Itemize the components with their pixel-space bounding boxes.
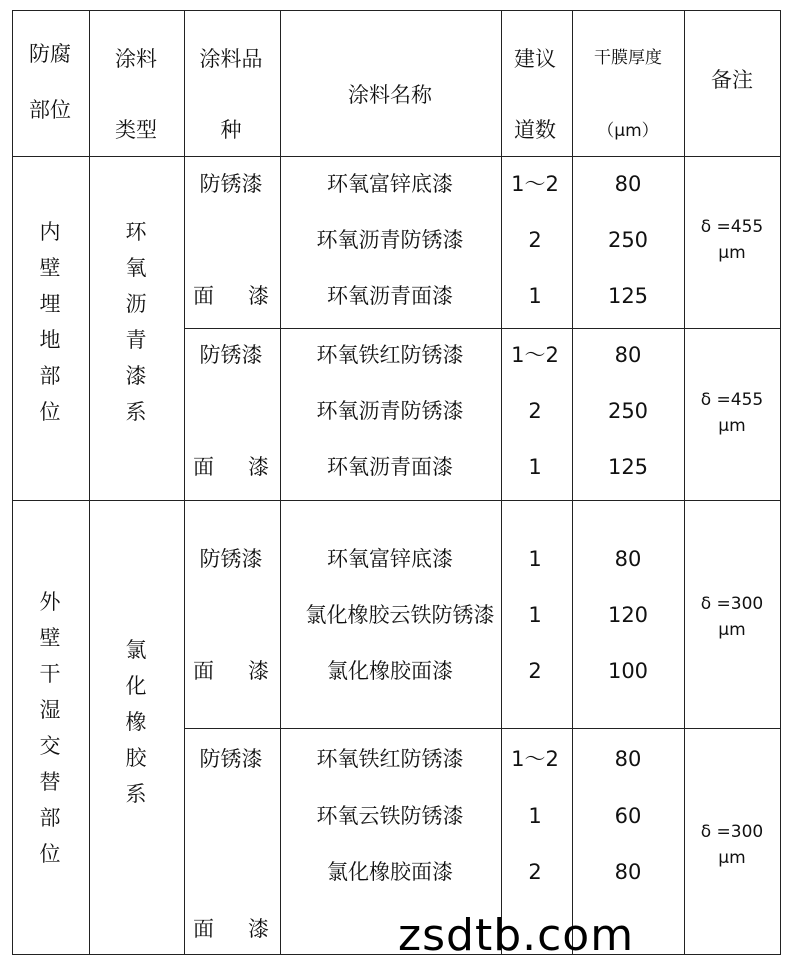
header-coats-line2: 道数 (514, 118, 556, 142)
column-divider (184, 10, 185, 955)
column-divider (280, 10, 281, 955)
coat-count: 2 (528, 228, 542, 252)
coat-count: 1～2 (511, 343, 559, 367)
remark-unit: μm (718, 243, 746, 263)
header-variety-line2: 种 (220, 118, 242, 142)
group-part-label: 外壁干湿交替部位 (39, 590, 61, 866)
film-thickness: 120 (607, 603, 649, 627)
table-border-right (780, 10, 781, 955)
site-watermark: zsdtb.com (398, 910, 635, 961)
subgroup-divider (184, 728, 781, 729)
coat-count: 2 (528, 399, 542, 423)
coating-name: 环氧云铁防锈漆 (316, 804, 464, 828)
coat-count: 1 (528, 455, 542, 479)
variety-topcoat: 面 漆 (193, 284, 269, 308)
coat-count: 1 (528, 804, 542, 828)
variety-topcoat: 面 漆 (193, 455, 269, 479)
film-thickness: 80 (614, 343, 642, 367)
variety-primer: 防锈漆 (199, 172, 263, 196)
column-divider (501, 10, 502, 955)
header-variety-line1: 涂料品 (199, 47, 263, 71)
header-part-line1: 防腐 (29, 42, 71, 66)
coating-name: 环氧沥青防锈漆 (316, 399, 464, 423)
variety-primer: 防锈漆 (199, 343, 263, 367)
group-type-label: 氯化橡胶系 (125, 638, 147, 806)
remark-total: δ =455 (700, 390, 764, 410)
table-border-top (12, 10, 781, 11)
remark-total: δ =300 (700, 822, 764, 842)
table-border-left (12, 10, 13, 955)
group-type-label: 环氧沥青漆系 (125, 220, 147, 424)
column-divider (684, 10, 685, 955)
film-thickness: 250 (607, 228, 649, 252)
coat-count: 1 (528, 603, 542, 627)
coating-name: 环氧铁红防锈漆 (316, 747, 464, 771)
header-thickness-line2: （μm） (597, 121, 659, 141)
header-part-line2: 部位 (29, 98, 71, 122)
film-thickness: 80 (614, 547, 642, 571)
remark-unit: μm (718, 620, 746, 640)
coating-name: 环氧沥青防锈漆 (316, 228, 464, 252)
variety-primer: 防锈漆 (199, 747, 263, 771)
coat-count: 1～2 (511, 172, 559, 196)
header-thickness-line1: 干膜厚度 (594, 48, 662, 68)
variety-primer: 防锈漆 (199, 547, 263, 571)
coating-name: 环氧铁红防锈漆 (316, 343, 464, 367)
coating-name: 氯化橡胶面漆 (327, 659, 453, 683)
header-coats-line1: 建议 (514, 47, 556, 71)
film-thickness: 125 (607, 284, 649, 308)
coat-count: 1 (528, 547, 542, 571)
column-divider (572, 10, 573, 955)
coating-name: 氯化橡胶面漆 (327, 860, 453, 884)
group-divider (12, 500, 781, 501)
coating-name: 环氧富锌底漆 (327, 172, 453, 196)
header-divider (12, 156, 781, 157)
remark-unit: μm (718, 416, 746, 436)
coat-count: 2 (528, 659, 542, 683)
film-thickness: 100 (607, 659, 649, 683)
variety-topcoat: 面 漆 (193, 659, 269, 683)
coat-count: 1 (528, 284, 542, 308)
film-thickness: 60 (614, 804, 642, 828)
coating-spec-table (12, 10, 781, 954)
film-thickness: 250 (607, 399, 649, 423)
film-thickness: 125 (607, 455, 649, 479)
column-divider (89, 10, 90, 955)
coating-name: 氯化橡胶云铁防锈漆 (305, 603, 495, 627)
header-name: 涂料名称 (348, 83, 432, 107)
subgroup-divider (184, 328, 781, 329)
header-type-line2: 类型 (115, 118, 157, 142)
remark-total: δ =455 (700, 217, 764, 237)
coat-count: 2 (528, 860, 542, 884)
coat-count: 1～2 (511, 747, 559, 771)
table-border-bottom (12, 954, 781, 955)
coating-name: 环氧富锌底漆 (327, 547, 453, 571)
remark-unit: μm (718, 848, 746, 868)
film-thickness: 80 (614, 172, 642, 196)
remark-total: δ =300 (700, 594, 764, 614)
coating-name: 环氧沥青面漆 (327, 455, 453, 479)
header-remark: 备注 (711, 68, 753, 92)
group-part-label: 内壁埋地部位 (39, 220, 61, 424)
coating-name: 环氧沥青面漆 (327, 284, 453, 308)
film-thickness: 80 (614, 860, 642, 884)
variety-topcoat: 面 漆 (193, 917, 269, 941)
film-thickness: 80 (614, 747, 642, 771)
header-type-line1: 涂料 (115, 47, 157, 71)
